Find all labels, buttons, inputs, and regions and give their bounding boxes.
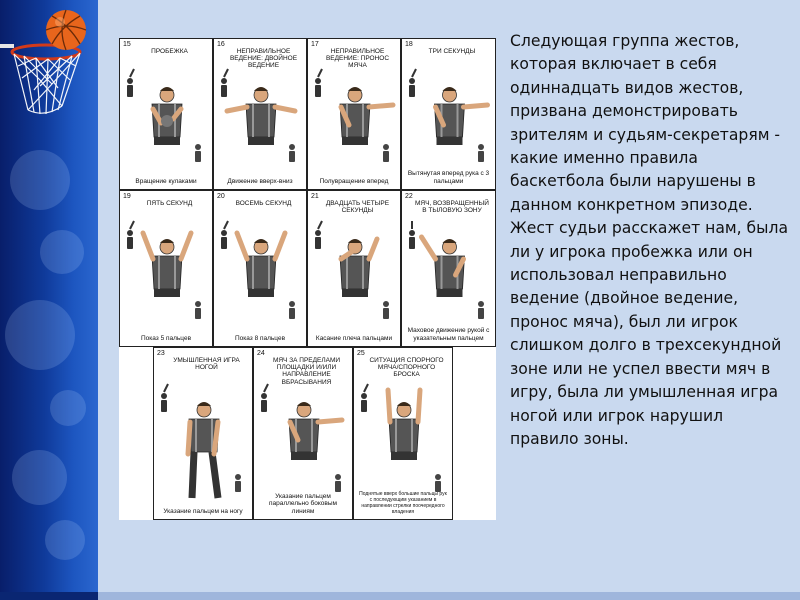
signal-title: ТРИ СЕКУНДЫ [428, 48, 476, 55]
bokeh-circle [45, 520, 85, 560]
bokeh-circle [40, 230, 84, 274]
referee-figure [214, 191, 307, 347]
signal-number: 22 [405, 193, 413, 200]
bokeh-circle [50, 390, 86, 426]
signal-caption: Показ 5 пальцев [140, 334, 192, 342]
signal-cell [353, 347, 453, 520]
signal-title: НЕПРАВИЛЬНОЕ ВЕДЕНИЕ: ПРОНОС МЯЧА [325, 48, 390, 70]
signal-title: ПРОБЕЖКА [151, 48, 188, 55]
signal-number: 15 [123, 41, 131, 48]
signal-title: МЯЧ ЗА ПРЕДЕЛАМИ ПЛОЩАДКИ И/ИЛИ НАПРАВЛЕНИЕ ВБРАСЫВАНИЯ [272, 357, 341, 386]
signal-caption: Маховое движение рукой с указательным пальцем [407, 327, 490, 342]
signal-title: ПЯТЬ СЕКУНД [146, 200, 193, 207]
signal-number: 25 [357, 350, 365, 357]
basketball-hoop-icon [0, 0, 98, 140]
signal-title: МЯЧ, ВОЗВРАЩЕННЫЙ В ТЫЛОВУЮ ЗОНУ [415, 200, 489, 215]
referee-figure [154, 348, 253, 520]
signal-cell [153, 347, 253, 520]
referee-signals-poster [119, 38, 496, 520]
signal-number: 19 [123, 193, 131, 200]
signal-caption: Вращение кулаками [135, 177, 197, 185]
signal-title: СИТУАЦИЯ СПОРНОГО МЯЧА/СПОРНОГО БРОСКА [369, 357, 444, 379]
signal-cell [401, 38, 496, 190]
signal-cell [307, 190, 401, 347]
footer-decoration [98, 592, 800, 600]
signal-title: ДВАДЦАТЬ ЧЕТЫРЕ СЕКУНДЫ [325, 200, 390, 215]
signal-caption: Движение вверх-вниз [227, 177, 293, 185]
signal-number: 24 [257, 350, 265, 357]
signal-cell [213, 190, 307, 347]
signal-cell [213, 38, 307, 190]
signal-number: 23 [157, 350, 165, 357]
bokeh-circle [10, 150, 70, 210]
basketball-icon [46, 10, 86, 50]
signal-cell [307, 38, 401, 190]
signal-title: НЕПРАВИЛЬНОЕ ВЕДЕНИЕ: ДВОЙНОЕ ВЕДЕНИЕ [229, 48, 298, 70]
signal-number: 20 [217, 193, 225, 200]
signal-caption: Вытянутая вперед рука с 3 пальцами [407, 170, 490, 185]
signal-caption: Указание пальцем параллельно боковым линиям [268, 492, 337, 515]
referee-figure [120, 39, 213, 190]
bokeh-circle [5, 300, 75, 370]
signal-caption: Показ 8 пальцев [234, 334, 286, 342]
referee-figure [402, 39, 496, 190]
signal-caption: Указание пальцем на ногу [163, 507, 243, 515]
sidebar-decoration [0, 0, 98, 600]
signal-caption: Поднятые вверх большие пальцы рук с последующим указанием в направлении стрелки поочередного владения [359, 491, 447, 515]
signal-title: ВОСЕМЬ СЕКУНД [235, 200, 292, 207]
signal-cell [119, 38, 213, 190]
signal-caption: Полувращение вперед [319, 177, 389, 185]
signal-title: УМЫШЛЕННАЯ ИГРА НОГОЙ [173, 357, 240, 372]
slide-body-text: Следующая группа жестов, которая включает в себя одиннадцать видов жестов, призвана демонстрировать зрителям и судьям-секретарям - какие именно правила баскетбола были нарушены в данном конкретном эпизоде. Жест судьи расскажет нам, была ли у игрока пробежка или он использовал неправильно ведение (двойное ведение, пронос мяча), был ли игрок слишком долго в трехсекундной зоне или не успел ввести мяч в игру, была ли умышленная игра ногой или игрок нарушил правило зоны. [510, 32, 789, 448]
signal-cell [253, 347, 353, 520]
signal-cell [119, 190, 213, 347]
signal-cell [401, 190, 496, 347]
referee-figure [120, 191, 213, 347]
signal-number: 17 [311, 41, 319, 48]
signal-caption: Касание плеча пальцами [315, 334, 393, 342]
signal-number: 21 [311, 193, 319, 200]
signal-number: 16 [217, 41, 225, 48]
signal-number: 18 [405, 41, 413, 48]
bokeh-circle [12, 450, 67, 505]
footer-decoration-left [0, 592, 98, 600]
